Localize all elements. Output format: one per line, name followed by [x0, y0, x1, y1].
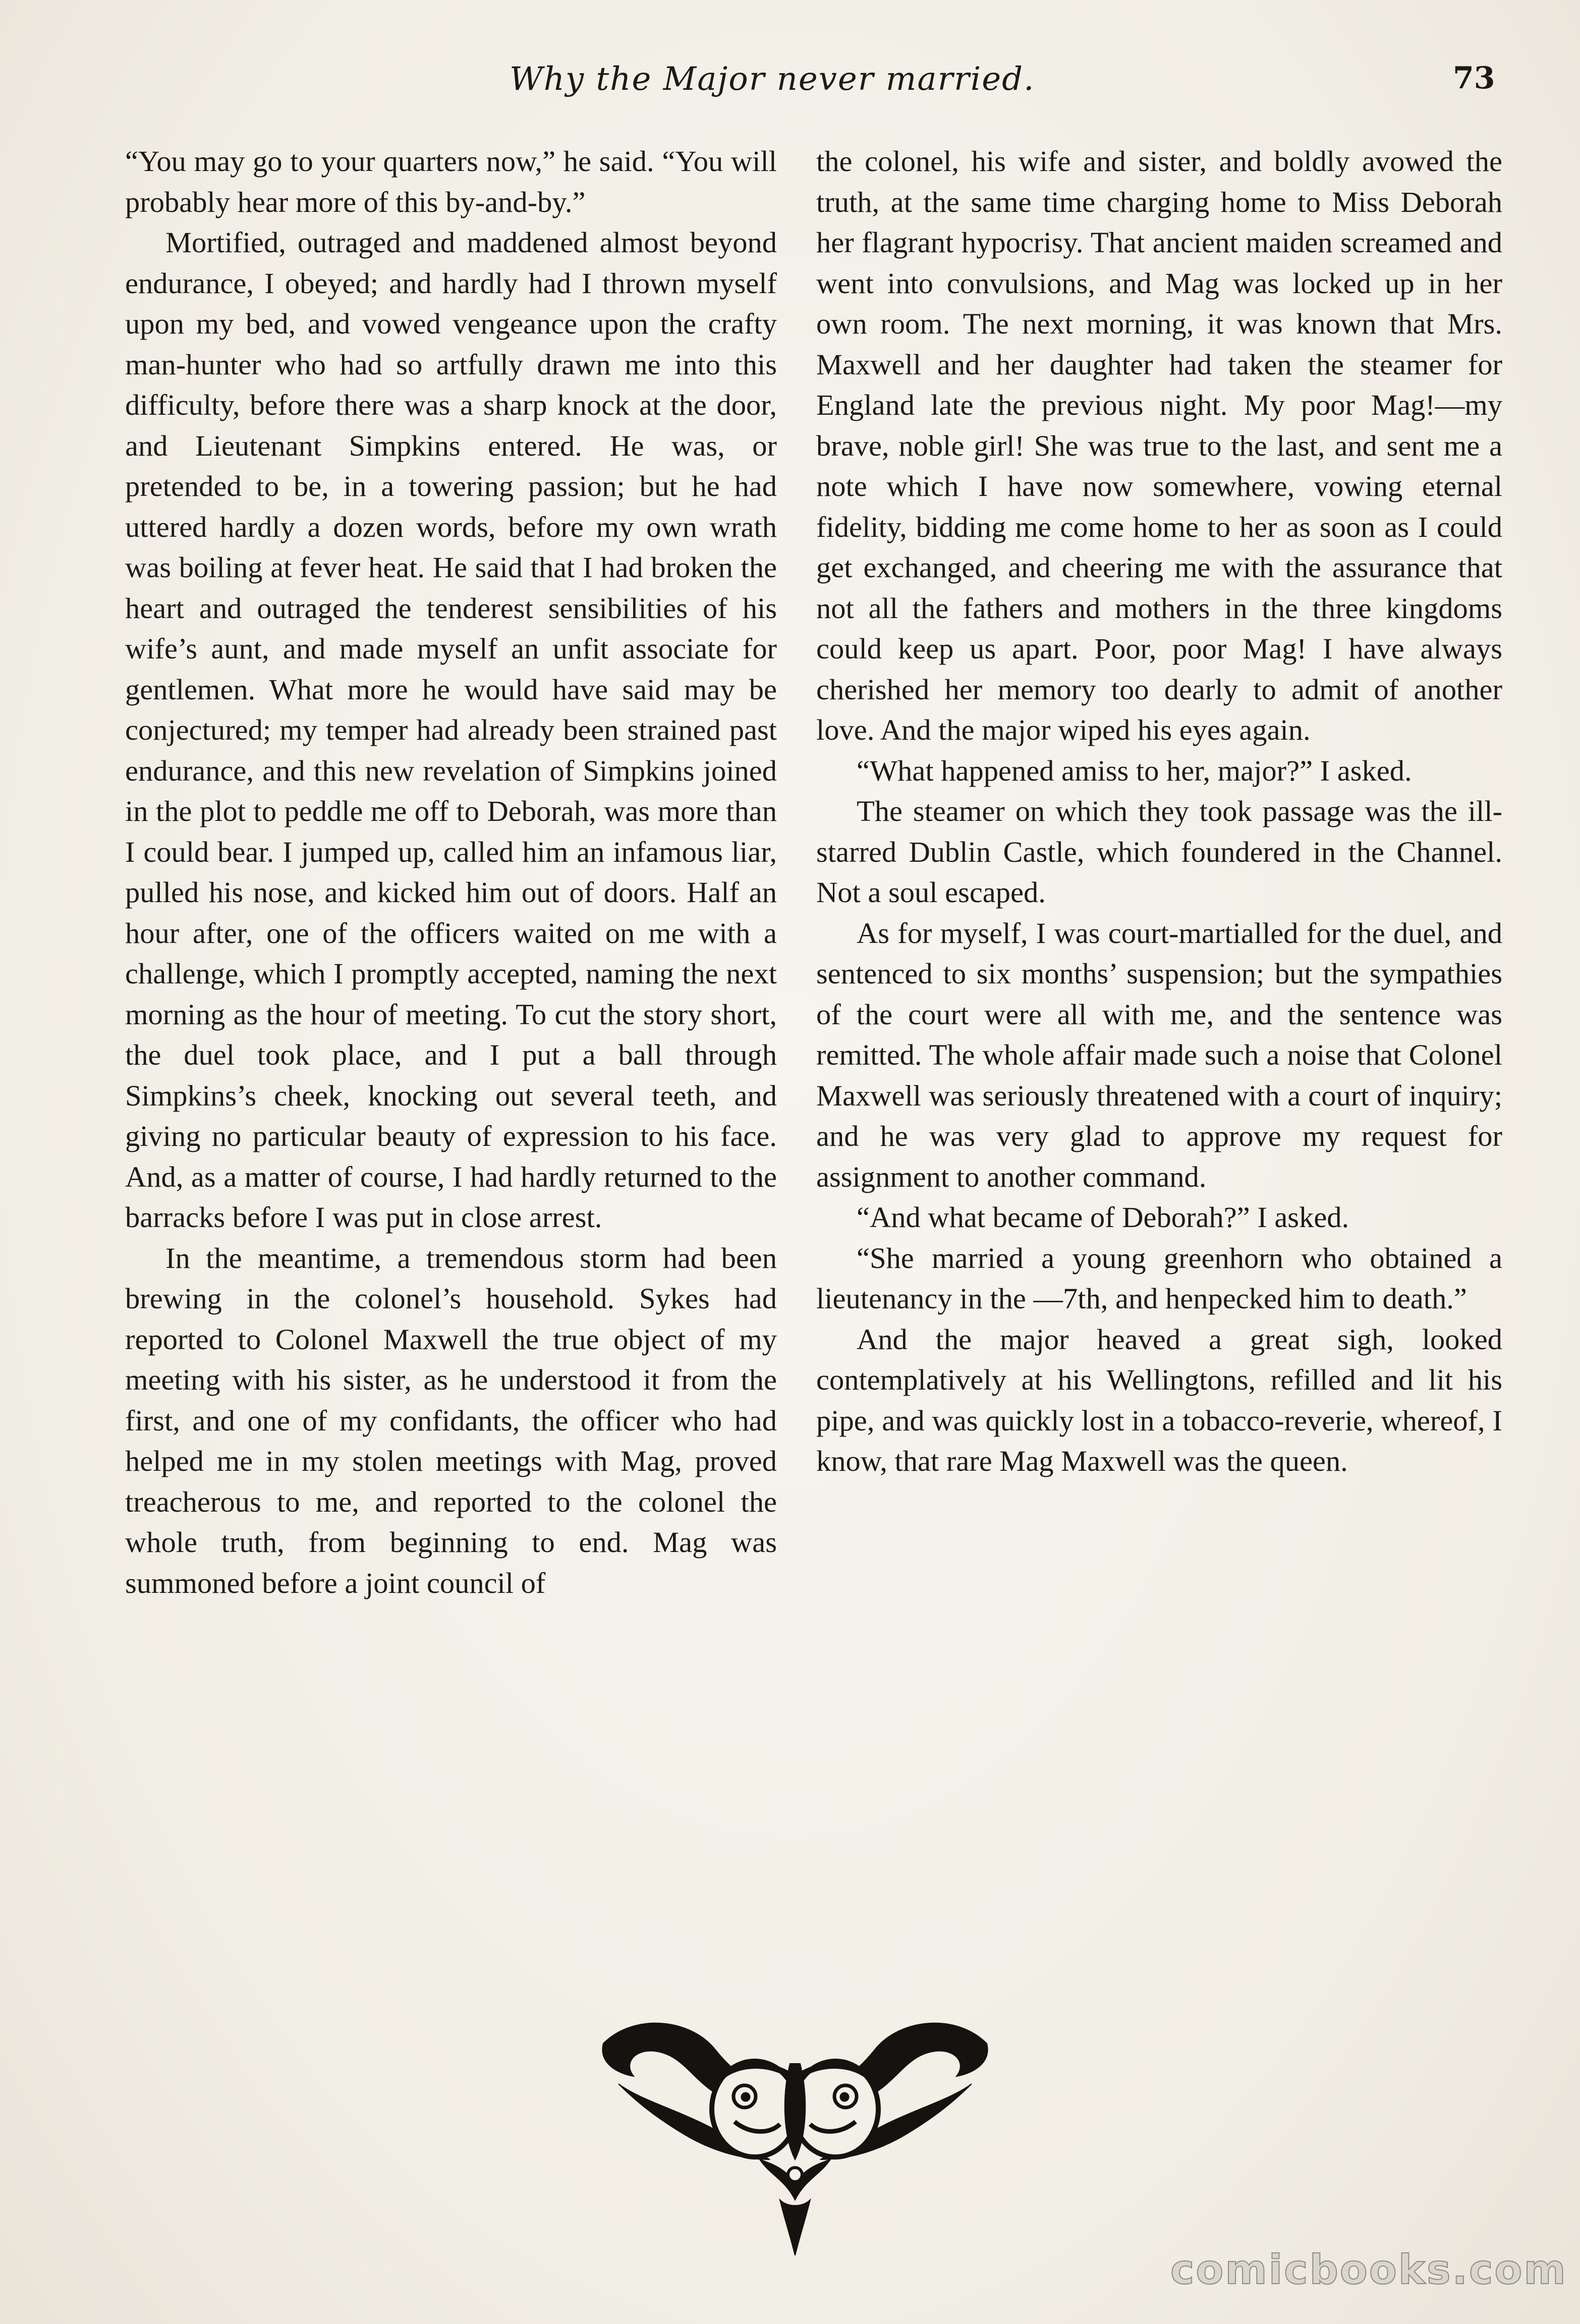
paragraph: As for myself, I was court-martialled for the duel, and sentenced to six months’ suspension; but the sympathies of the court were all with me, and the sentence was remitted. The whole affair made such a noise that Colonel Maxwell was seriously threatened with a court of inquiry; and he was very glad to approve my request for assignment to another command. — [816, 916, 1502, 1193]
left-column — [125, 141, 777, 1603]
paragraph: And the major heaved a great sigh, looked contemplatively at his Wellingtons, refilled and lit his pipe, and was quickly lost in a tobacco-reverie, whereof, I know, that rare Mag Maxwell was the queen. — [816, 1322, 1502, 1477]
paragraph: “And what became of Deborah?” I asked. — [857, 1201, 1349, 1234]
paragraph: In the meantime, a tremendous storm had been brewing in the colonel’s household. Sykes had reported to Colonel Maxwell the true object of my meeting with his sister, as he understood it from the first, and one of my confidants, the officer who had helped me in my stolen meetings with Mag, proved treacherous to me, and reported to the colonel the whole truth, from beginning to end. Mag was summoned before a joint council of — [125, 1241, 777, 1599]
running-head — [0, 61, 1580, 111]
right-column — [816, 141, 1502, 1482]
watermark: comicbooks.com — [1170, 2246, 1567, 2293]
running-title: Why the Major never married. — [510, 61, 1035, 98]
paragraph: Mortified, outraged and maddened almost beyond endurance, I obeyed; and hardly had I thrown myself upon my bed, and vowed vengeance upon the crafty man-hunter who had so artfully drawn me into this difficulty, before there was a sharp knock at the door, and Lieutenant Simpkins entered. He was, or pretended to be, in a towering passion; but he had uttered hardly a dozen words, before my own wrath was boiling at fever heat. He said that I had broken the heart and outraged the tenderest sensibilities of his wife’s aunt, and made myself an unfit associate for gentlemen. What more he would have said may be conjectured; my temper had already been strained past endurance, and this new revelation of Simpkins joined in the plot to peddle me off to Deborah, was more than I could bear. I jumped up, called him an infamous liar, pulled his nose, and kicked him out of doors. Half an hour after, one of the officers waited on me with a challenge, which I promptly accepted, naming the next morning as the hour of meeting. To cut the story short, the duel took place, and I put a ball through Simpkins’s cheek, knocking out several teeth, and giving no particular beauty of expression to his face. And, as a matter of course, I had hardly returned to the barracks before I was put in close arrest. — [125, 226, 777, 1234]
ornament-icon — [588, 2008, 1002, 2260]
paragraph: “What happened amiss to her, major?” I asked. — [857, 754, 1412, 787]
page-number: 73 — [1453, 61, 1495, 96]
paragraph: “She married a young greenhorn who obtained a lieutenancy in the —7th, and henpecked him to death.” — [816, 1241, 1502, 1315]
paragraph: The steamer on which they took passage was the ill-starred Dublin Castle, which foundered in the Channel. Not a soul escaped. — [816, 795, 1502, 909]
paragraph: the colonel, his wife and sister, and boldly avowed the truth, at the same time charging home to Miss Deborah her flagrant hypocrisy. That ancient maiden screamed and went into convulsions, and Mag was locked up in her own room. The next morning, it was known that Mrs. Maxwell and her daughter had taken the steamer for England late the previous night. My poor Mag!—my brave, noble girl! She was true to the last, and sent me a note which I have now somewhere, vowing eternal fidelity, bidding me come home to her as soon as I could get exchanged, and cheering me with the assurance that not all the fathers and mothers in the three kingdoms could keep us apart. Poor, poor Mag! I have always cherished her memory too dearly to admit of another love. And the major wiped his eyes again. — [816, 145, 1502, 746]
paragraph: “You may go to your quarters now,” he said. “You will probably hear more of this by-and-by.” — [125, 145, 777, 218]
